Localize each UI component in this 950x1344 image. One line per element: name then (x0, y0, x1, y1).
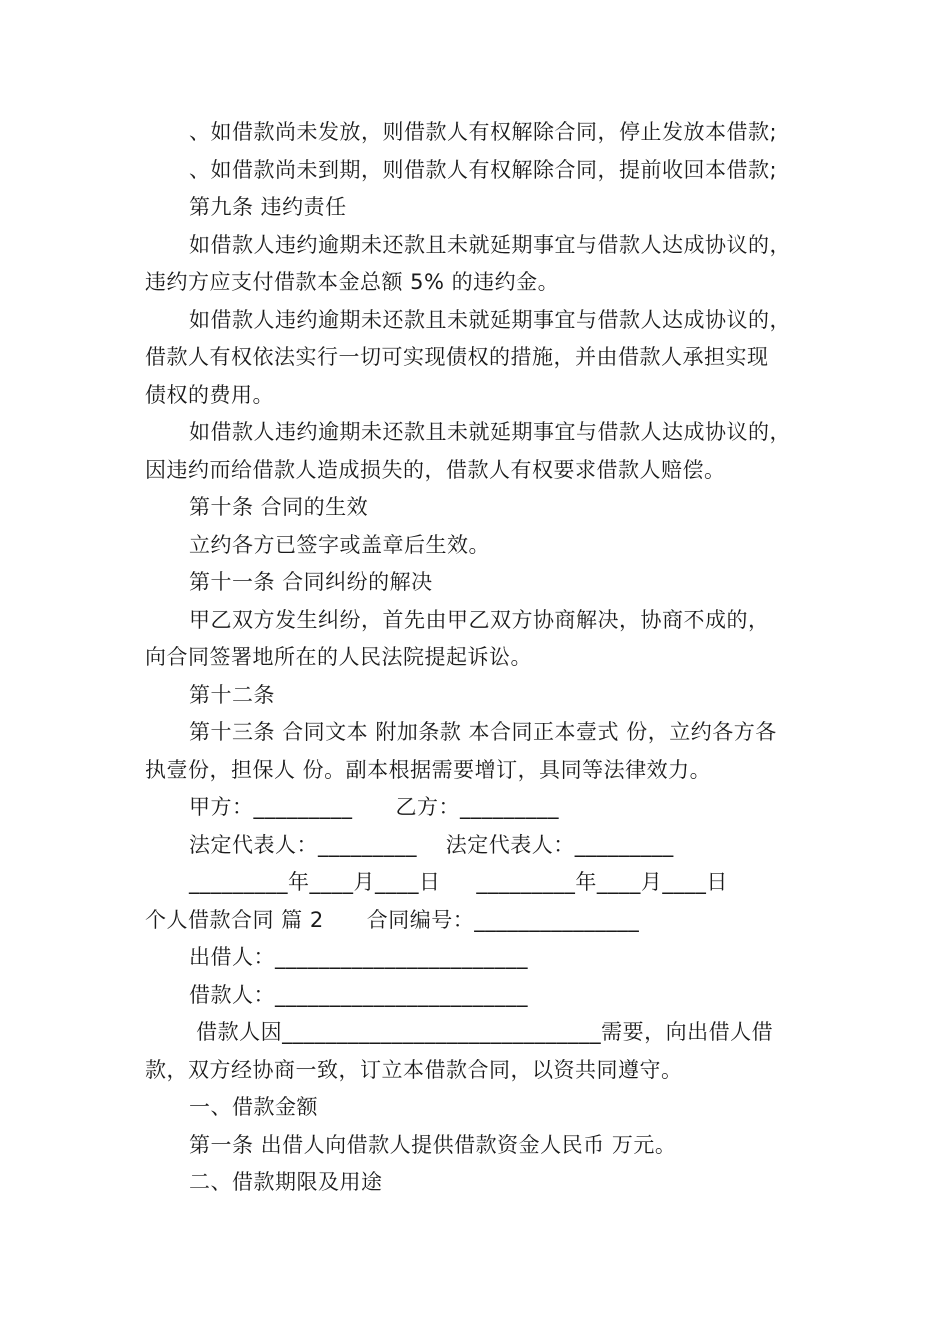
text-line: 甲乙双方发生纠纷，首先由甲乙双方协商解决，协商不成的， (189, 607, 770, 632)
text-line: 违约方应支付借款本金总额 5% 的违约金。 (145, 270, 560, 294)
text-line: 第一条 出借人向借款人提供借款资金人民币 万元。 (189, 1132, 677, 1157)
text-line: 款，双方经协商一致，订立本借款合同，以资共同遵守。 (145, 1057, 683, 1082)
section-heading: 第九条 违约责任 (189, 195, 347, 219)
text-line: 如借款人违约逾期未还款且未就延期事宜与借款人达成协议的， (189, 307, 791, 332)
text-line: 如借款人违约逾期未还款且未就延期事宜与借款人达成协议的， (189, 232, 791, 257)
signature-line-parties: 甲方：_________ 乙方：_________ (189, 795, 560, 819)
text-line: 借款人因_____________________________需要，向出借人借 (189, 1020, 774, 1044)
section-heading: 一、借款金额 (189, 1095, 318, 1119)
signature-line-dates: _________年____月____日 _________年____月____日 (189, 870, 728, 894)
section-heading: 第十条 合同的生效 (189, 495, 369, 519)
lender-field: 出借人：_______________________ (189, 945, 528, 969)
section-heading: 第十二条 (189, 682, 275, 707)
text-line: 、如借款尚未发放，则借款人有权解除合同，停止发放本借款; (189, 120, 778, 144)
text-line: 第十三条 合同文本 附加条款 本合同正本壹式 份，立约各方各 (189, 720, 777, 744)
text-line: 执壹份，担保人 份。副本根据需要增订，具同等法律效力。 (145, 757, 712, 782)
text-line: 、如借款尚未到期，则借款人有权解除合同，提前收回本借款; (189, 157, 778, 182)
section-heading: 二、借款期限及用途 (189, 1170, 383, 1194)
text-line: 如借款人违约逾期未还款且未就延期事宜与借款人达成协议的， (189, 420, 791, 444)
text-line: 向合同签署地所在的人民法院提起诉讼。 (145, 645, 532, 669)
contract-title-line: 个人借款合同 篇 2 合同编号：_______________ (145, 907, 640, 932)
document-page (145, 114, 815, 1202)
borrower-field: 借款人：_______________________ (189, 982, 528, 1007)
text-line: 因违约而给借款人造成损失的，借款人有权要求借款人赔偿。 (145, 457, 726, 482)
signature-line-representatives: 法定代表人：_________ 法定代表人：_________ (189, 832, 674, 857)
text-line: 债权的费用。 (145, 382, 274, 407)
text-line: 借款人有权依法实行一切可实现债权的措施，并由借款人承担实现 (145, 345, 769, 369)
section-heading: 第十一条 合同纠纷的解决 (189, 570, 433, 594)
text-line: 立约各方已签字或盖章后生效。 (189, 532, 490, 557)
